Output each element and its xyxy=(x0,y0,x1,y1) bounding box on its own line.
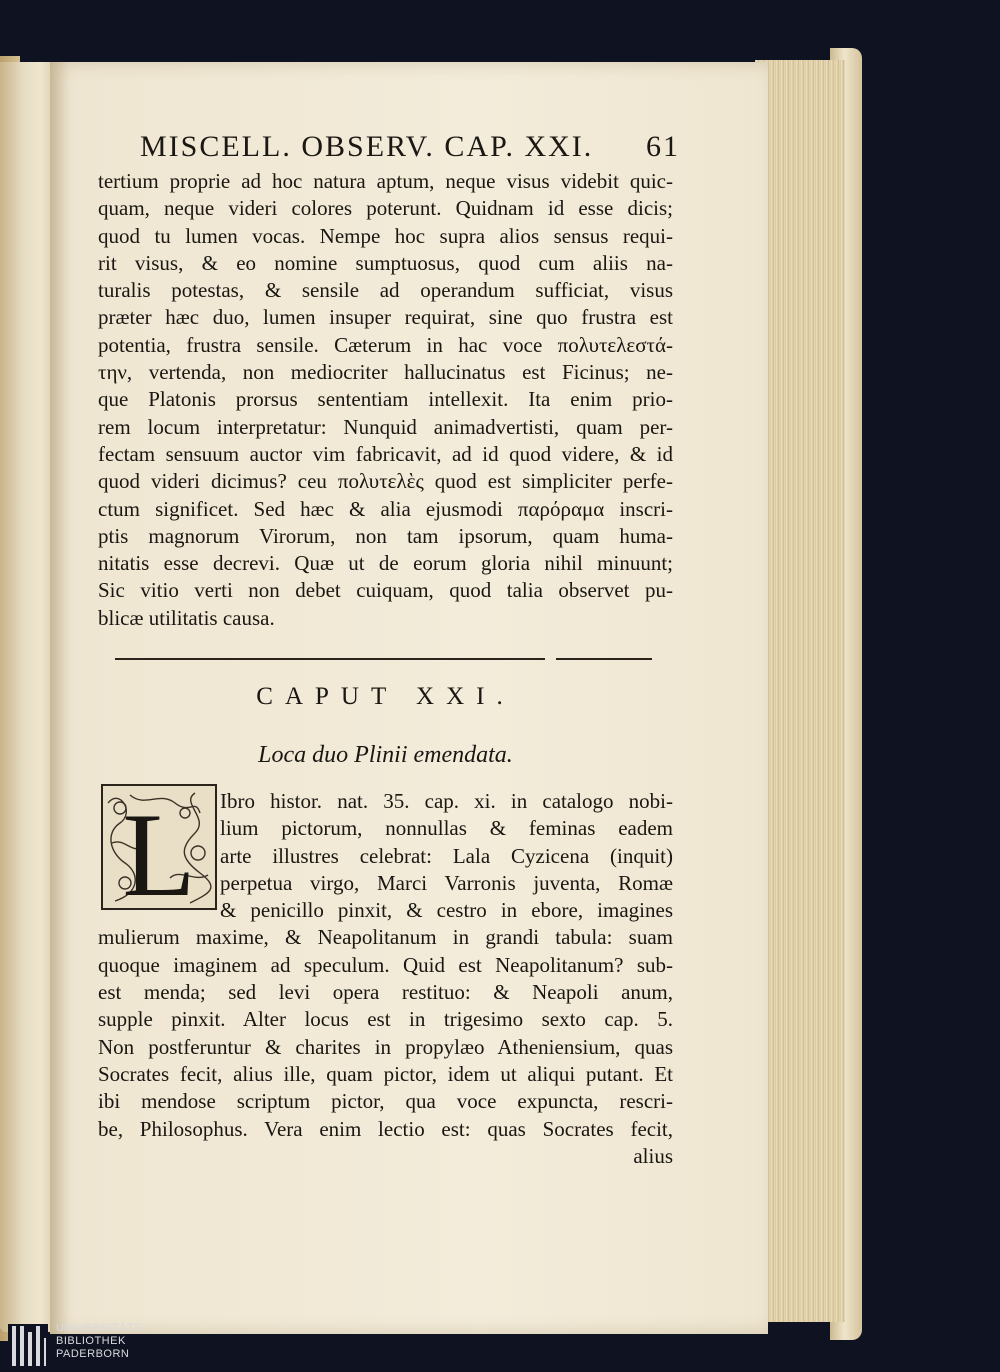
text-line: præter hæc duo, lumen insuper requirat, sine quo frustra est xyxy=(98,305,673,330)
logo-line: BIBLIOTHEK xyxy=(56,1335,126,1347)
text-line: Ibro histor. nat. 35. cap. xi. in catalogo nobi- xyxy=(220,789,673,813)
text-line: ptis magnorum Virorum, non tam ipsorum, quam huma- xyxy=(98,523,673,548)
text-line: quoque imaginem ad speculum. Quid est Neapolitanum? sub- xyxy=(98,952,673,977)
logo-line: PADERBORN xyxy=(56,1348,130,1360)
library-logo-text xyxy=(56,1322,146,1361)
text-line: quod videri dicimus? ceu πολυτελὲς quod est simpliciter perfe- xyxy=(98,469,673,494)
text-line: mulierum maxime, & Neapolitanum in grandi tabula: suam xyxy=(98,925,673,950)
text-line: be, Philosophus. Vera enim lectio est: quas Socrates fecit, xyxy=(98,1116,673,1141)
text-line: supple pinxit. Alter locus est in trigesimo sexto cap. 5. xyxy=(98,1007,673,1032)
text-line: Non postferuntur & charites in propylæo Atheniensium, quas xyxy=(98,1034,673,1059)
text-line: tertium proprie ad hoc natura aptum, neque visus videbit quic- xyxy=(98,169,673,193)
running-title: MISCELL. OBSERV. CAP. XXI. xyxy=(140,130,594,163)
text-line: blicæ utilitatis causa. xyxy=(98,605,275,630)
text-block-2 xyxy=(98,788,673,1170)
text-line: ibi mendose scriptum pictor, qua voce expuncta, rescri- xyxy=(98,1089,673,1114)
text-line: que Platonis prorsus sententiam intellexit. Ita enim prio- xyxy=(98,387,673,412)
chapter-heading: CAPUT XXI. xyxy=(256,683,515,710)
text-line: Socrates fecit, alius ille, quam pictor, idem ut aliqui putant. Et xyxy=(98,1061,673,1086)
text-line: & penicillo pinxit, & cestro in ebore, imagines xyxy=(220,898,673,923)
running-header xyxy=(140,130,680,170)
text-line: Sic vitio verti non debet cuiquam, quod talia observet pu- xyxy=(98,578,673,603)
logo-line: UNIVERSITÄTS- xyxy=(56,1322,147,1334)
page-block-edges xyxy=(755,60,845,1322)
text-line: est menda; sed levi opera restituo: & Neapoli anum, xyxy=(98,980,673,1005)
text-line: potentia, frustra sensile. Cæterum in hac voce πολυτελεστά- xyxy=(98,332,673,357)
text-line: perpetua virgo, Marci Varronis juventa, Romæ xyxy=(220,870,673,895)
text-line: alius xyxy=(633,1143,673,1168)
text-line: arte illustres celebrat: Lala Cyzicena (inquit) xyxy=(220,843,673,868)
text-line: την, vertenda, non mediocriter hallucinatus est Ficinus; ne- xyxy=(98,360,673,385)
divider-rule-right xyxy=(556,658,652,660)
page-number: 61 xyxy=(646,130,680,163)
text-block-1 xyxy=(98,168,673,632)
text-line: quam, neque videri colores poterunt. Quidnam id esse dicis; xyxy=(98,196,673,221)
text-line: rem locum interpretatur: Nunquid animadvertisti, quam per- xyxy=(98,414,673,439)
divider-rule-left xyxy=(115,658,545,660)
text-line: quod tu lumen vocas. Nempe hoc supra alios sensus requi- xyxy=(98,223,673,248)
text-line: ctum significet. Sed hæc & alia ejusmodi παρόραμα inscri- xyxy=(98,496,673,521)
initial-letter: L xyxy=(122,788,196,911)
text-line: nitatis esse decrevi. Quæ ut de eorum gloria nihil minuunt; xyxy=(98,551,673,576)
chapter-subtitle: Loca duo Plinii emendata. xyxy=(258,742,513,768)
text-line: turalis potestas, & sensile ad operandum sufficiat, visus xyxy=(98,278,673,303)
text-line: fectam sensuum auctor vim fabricavit, ad id quod videre, & id xyxy=(98,441,673,466)
text-line: lium pictorum, nonnullas & feminas eadem xyxy=(220,816,673,841)
text-line: rit visus, & eo nomine sumptuosus, quod cum aliis na- xyxy=(98,250,673,275)
